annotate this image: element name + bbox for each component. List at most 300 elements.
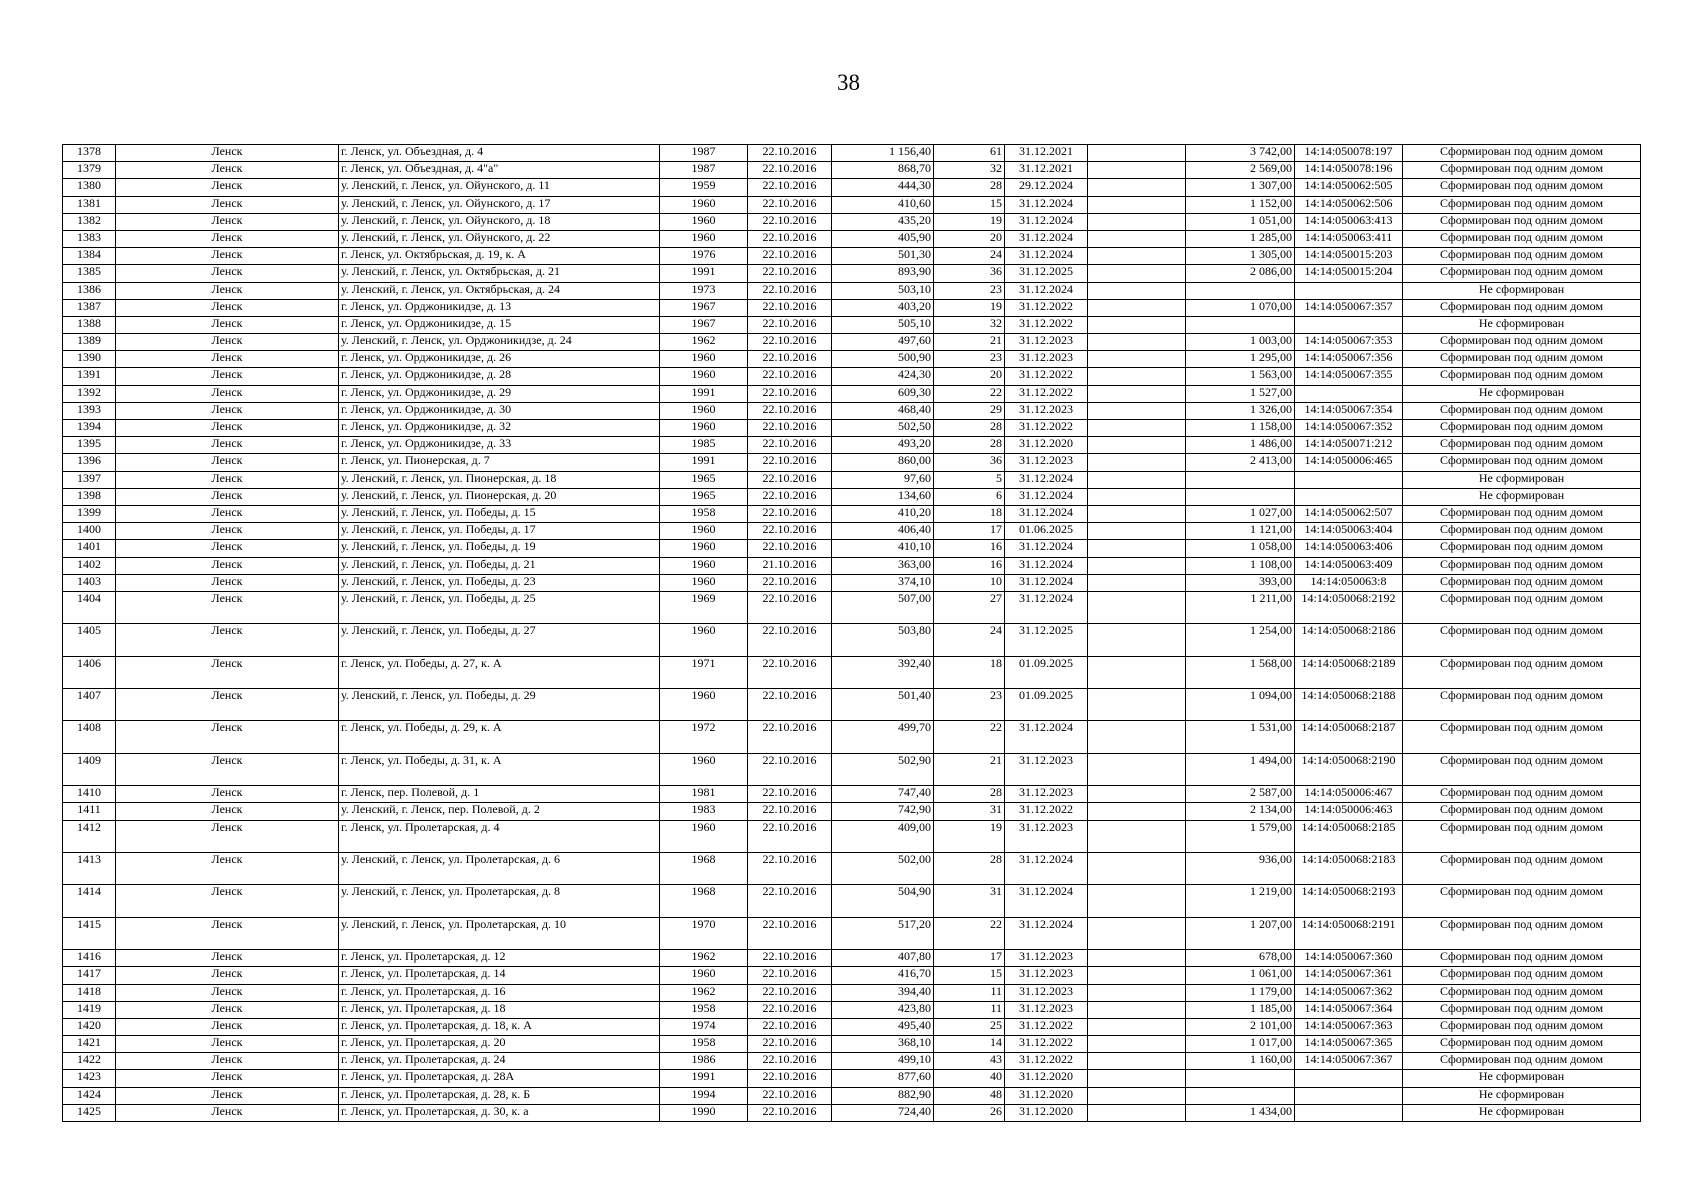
build-year-cell: 1971: [660, 656, 748, 688]
address-cell: г. Ленск, ул. Пролетарская, д. 30, к. а: [339, 1104, 660, 1121]
table-row: [63, 265, 1641, 282]
date-cell: 22.10.2016: [748, 505, 832, 522]
cadastral-number-cell: [1295, 471, 1403, 488]
land-area-cell: 1 094,00: [1186, 689, 1295, 721]
date-cell: 22.10.2016: [748, 454, 832, 471]
area-cell: 423,80: [832, 1001, 934, 1018]
table-row: [63, 656, 1641, 688]
build-year-cell: 1960: [660, 196, 748, 213]
build-year-cell: 1983: [660, 803, 748, 820]
date-cell: 22.10.2016: [748, 471, 832, 488]
empty-cell: [1088, 471, 1186, 488]
municipality-cell: Ленск: [116, 248, 339, 265]
area-cell: 747,40: [832, 786, 934, 803]
municipality-cell: Ленск: [116, 179, 339, 196]
area-cell: 468,40: [832, 402, 934, 419]
row-number: 1405: [63, 624, 116, 656]
empty-cell: [1088, 1053, 1186, 1070]
residents-cell: 36: [934, 265, 1005, 282]
cadastral-number-cell: 14:14:050067:361: [1295, 967, 1403, 984]
land-area-cell: 1 307,00: [1186, 179, 1295, 196]
municipality-cell: Ленск: [116, 852, 339, 884]
land-area-cell: [1186, 316, 1295, 333]
build-year-cell: 1960: [660, 967, 748, 984]
empty-cell: [1088, 885, 1186, 917]
land-area-cell: 1 211,00: [1186, 591, 1295, 623]
residents-cell: 24: [934, 624, 1005, 656]
municipality-cell: Ленск: [116, 984, 339, 1001]
address-cell: у. Ленский, г. Ленск, пер. Полевой, д. 2: [339, 803, 660, 820]
table-row: [63, 984, 1641, 1001]
build-year-cell: 1987: [660, 162, 748, 179]
address-cell: у. Ленский, г. Ленск, ул. Победы, д. 17: [339, 523, 660, 540]
municipality-cell: Ленск: [116, 162, 339, 179]
page-number: 38: [837, 70, 860, 95]
residents-cell: 28: [934, 852, 1005, 884]
status-cell: Сформирован под одним домом: [1403, 334, 1641, 351]
row-number: 1395: [63, 437, 116, 454]
empty-cell: [1088, 820, 1186, 852]
land-area-cell: 1 219,00: [1186, 885, 1295, 917]
land-area-cell: 1 326,00: [1186, 402, 1295, 419]
area-cell: 501,30: [832, 248, 934, 265]
plan-date-cell: 01.06.2025: [1005, 523, 1088, 540]
status-cell: Сформирован под одним домом: [1403, 162, 1641, 179]
municipality-cell: Ленск: [116, 402, 339, 419]
plan-date-cell: 31.12.2022: [1005, 299, 1088, 316]
address-cell: у. Ленский, г. Ленск, ул. Пролетарская, д. 10: [339, 917, 660, 949]
table-row: [63, 471, 1641, 488]
area-cell: 499,70: [832, 721, 934, 753]
table-row: [63, 523, 1641, 540]
row-number: 1400: [63, 523, 116, 540]
date-cell: 22.10.2016: [748, 885, 832, 917]
municipality-cell: Ленск: [116, 557, 339, 574]
row-number: 1424: [63, 1087, 116, 1104]
plan-date-cell: 31.12.2025: [1005, 265, 1088, 282]
status-cell: Сформирован под одним домом: [1403, 656, 1641, 688]
land-area-cell: 1 179,00: [1186, 984, 1295, 1001]
build-year-cell: 1972: [660, 721, 748, 753]
address-cell: г. Ленск, ул. Пролетарская, д. 20: [339, 1036, 660, 1053]
address-cell: г. Ленск, ул. Пролетарская, д. 14: [339, 967, 660, 984]
plan-date-cell: 31.12.2021: [1005, 162, 1088, 179]
residents-cell: 26: [934, 1104, 1005, 1121]
row-number: 1379: [63, 162, 116, 179]
row-number: 1421: [63, 1036, 116, 1053]
table-row: [63, 282, 1641, 299]
cadastral-number-cell: 14:14:050078:197: [1295, 145, 1403, 162]
land-area-cell: 1 207,00: [1186, 917, 1295, 949]
address-cell: г. Ленск, ул. Пролетарская, д. 4: [339, 820, 660, 852]
address-cell: г. Ленск, ул. Октябрьская, д. 19, к. А: [339, 248, 660, 265]
build-year-cell: 1994: [660, 1087, 748, 1104]
status-cell: Сформирован под одним домом: [1403, 852, 1641, 884]
date-cell: 22.10.2016: [748, 786, 832, 803]
municipality-cell: Ленск: [116, 230, 339, 247]
land-area-cell: 936,00: [1186, 852, 1295, 884]
plan-date-cell: 31.12.2023: [1005, 967, 1088, 984]
build-year-cell: 1987: [660, 145, 748, 162]
date-cell: 22.10.2016: [748, 624, 832, 656]
row-number: 1393: [63, 402, 116, 419]
empty-cell: [1088, 786, 1186, 803]
empty-cell: [1088, 523, 1186, 540]
municipality-cell: Ленск: [116, 1053, 339, 1070]
area-cell: 497,60: [832, 334, 934, 351]
land-area-cell: 2 413,00: [1186, 454, 1295, 471]
cadastral-number-cell: 14:14:050068:2192: [1295, 591, 1403, 623]
status-cell: Сформирован под одним домом: [1403, 351, 1641, 368]
cadastral-number-cell: 14:14:050063:406: [1295, 540, 1403, 557]
build-year-cell: 1991: [660, 265, 748, 282]
cadastral-number-cell: 14:14:050067:362: [1295, 984, 1403, 1001]
plan-date-cell: 31.12.2022: [1005, 420, 1088, 437]
table-row: [63, 248, 1641, 265]
area-cell: 406,40: [832, 523, 934, 540]
row-number: 1420: [63, 1018, 116, 1035]
status-cell: Сформирован под одним домом: [1403, 1001, 1641, 1018]
date-cell: 22.10.2016: [748, 950, 832, 967]
build-year-cell: 1976: [660, 248, 748, 265]
status-cell: Сформирован под одним домом: [1403, 420, 1641, 437]
date-cell: 22.10.2016: [748, 230, 832, 247]
empty-cell: [1088, 316, 1186, 333]
plan-date-cell: 31.12.2023: [1005, 820, 1088, 852]
date-cell: 22.10.2016: [748, 351, 832, 368]
area-cell: 444,30: [832, 179, 934, 196]
land-area-cell: 1 003,00: [1186, 334, 1295, 351]
row-number: 1414: [63, 885, 116, 917]
table-row: [63, 1070, 1641, 1087]
row-number: 1384: [63, 248, 116, 265]
address-cell: г. Ленск, ул. Орджоникидзе, д. 32: [339, 420, 660, 437]
table-row: [63, 540, 1641, 557]
build-year-cell: 1959: [660, 179, 748, 196]
status-cell: Сформирован под одним домом: [1403, 145, 1641, 162]
land-area-cell: 1 108,00: [1186, 557, 1295, 574]
row-number: 1423: [63, 1070, 116, 1087]
status-cell: Сформирован под одним домом: [1403, 454, 1641, 471]
cadastral-number-cell: 14:14:050078:196: [1295, 162, 1403, 179]
status-cell: Не сформирован: [1403, 1070, 1641, 1087]
housing-registry-table: [62, 144, 1641, 1122]
plan-date-cell: 31.12.2024: [1005, 574, 1088, 591]
date-cell: 22.10.2016: [748, 820, 832, 852]
date-cell: 22.10.2016: [748, 402, 832, 419]
municipality-cell: Ленск: [116, 437, 339, 454]
status-cell: Сформирован под одним домом: [1403, 402, 1641, 419]
address-cell: у. Ленский, г. Ленск, ул. Октябрьская, д. 24: [339, 282, 660, 299]
address-cell: у. Ленский, г. Ленск, ул. Пионерская, д. 20: [339, 488, 660, 505]
cadastral-number-cell: 14:14:050067:355: [1295, 368, 1403, 385]
row-number: 1413: [63, 852, 116, 884]
residents-cell: 16: [934, 557, 1005, 574]
empty-cell: [1088, 1070, 1186, 1087]
empty-cell: [1088, 656, 1186, 688]
row-number: 1382: [63, 213, 116, 230]
residents-cell: 22: [934, 917, 1005, 949]
table-row: [63, 950, 1641, 967]
area-cell: 517,20: [832, 917, 934, 949]
address-cell: г. Ленск, ул. Пролетарская, д. 28, к. Б: [339, 1087, 660, 1104]
status-cell: Сформирован под одним домом: [1403, 950, 1641, 967]
empty-cell: [1088, 753, 1186, 785]
date-cell: 22.10.2016: [748, 299, 832, 316]
municipality-cell: Ленск: [116, 282, 339, 299]
plan-date-cell: 31.12.2024: [1005, 230, 1088, 247]
plan-date-cell: 01.09.2025: [1005, 656, 1088, 688]
area-cell: 499,10: [832, 1053, 934, 1070]
cadastral-number-cell: 14:14:050067:364: [1295, 1001, 1403, 1018]
plan-date-cell: 31.12.2024: [1005, 917, 1088, 949]
build-year-cell: 1958: [660, 1036, 748, 1053]
cadastral-number-cell: 14:14:050068:2189: [1295, 656, 1403, 688]
residents-cell: 25: [934, 1018, 1005, 1035]
date-cell: 22.10.2016: [748, 852, 832, 884]
row-number: 1408: [63, 721, 116, 753]
status-cell: Сформирован под одним домом: [1403, 786, 1641, 803]
plan-date-cell: 29.12.2024: [1005, 179, 1088, 196]
area-cell: 403,20: [832, 299, 934, 316]
row-number: 1391: [63, 368, 116, 385]
cadastral-number-cell: 14:14:050006:463: [1295, 803, 1403, 820]
empty-cell: [1088, 179, 1186, 196]
address-cell: у. Ленский, г. Ленск, ул. Ойунского, д. 17: [339, 196, 660, 213]
build-year-cell: 1960: [660, 230, 748, 247]
row-number: 1397: [63, 471, 116, 488]
address-cell: г. Ленск, ул. Пролетарская, д. 28А: [339, 1070, 660, 1087]
date-cell: 22.10.2016: [748, 282, 832, 299]
plan-date-cell: 31.12.2024: [1005, 248, 1088, 265]
empty-cell: [1088, 213, 1186, 230]
municipality-cell: Ленск: [116, 334, 339, 351]
area-cell: 435,20: [832, 213, 934, 230]
address-cell: у. Ленский, г. Ленск, ул. Пионерская, д. 18: [339, 471, 660, 488]
status-cell: Не сформирован: [1403, 316, 1641, 333]
date-cell: 22.10.2016: [748, 196, 832, 213]
cadastral-number-cell: [1295, 1104, 1403, 1121]
area-cell: 502,50: [832, 420, 934, 437]
residents-cell: 15: [934, 196, 1005, 213]
address-cell: у. Ленский, г. Ленск, ул. Ойунского, д. 22: [339, 230, 660, 247]
land-area-cell: 2 086,00: [1186, 265, 1295, 282]
residents-cell: 11: [934, 1001, 1005, 1018]
plan-date-cell: 31.12.2023: [1005, 984, 1088, 1001]
residents-cell: 31: [934, 885, 1005, 917]
table-row: [63, 885, 1641, 917]
municipality-cell: Ленск: [116, 454, 339, 471]
address-cell: г. Ленск, ул. Победы, д. 29, к. А: [339, 721, 660, 753]
municipality-cell: Ленск: [116, 753, 339, 785]
area-cell: 500,90: [832, 351, 934, 368]
land-area-cell: 1 568,00: [1186, 656, 1295, 688]
table-row: [63, 299, 1641, 316]
residents-cell: 23: [934, 351, 1005, 368]
status-cell: Сформирован под одним домом: [1403, 230, 1641, 247]
build-year-cell: 1960: [660, 574, 748, 591]
empty-cell: [1088, 574, 1186, 591]
land-area-cell: 1 254,00: [1186, 624, 1295, 656]
residents-cell: 28: [934, 179, 1005, 196]
date-cell: 22.10.2016: [748, 689, 832, 721]
status-cell: Сформирован под одним домом: [1403, 213, 1641, 230]
cadastral-number-cell: 14:14:050063:8: [1295, 574, 1403, 591]
plan-date-cell: 31.12.2022: [1005, 1036, 1088, 1053]
residents-cell: 27: [934, 591, 1005, 623]
cadastral-number-cell: 14:14:050068:2188: [1295, 689, 1403, 721]
cadastral-number-cell: 14:14:050015:203: [1295, 248, 1403, 265]
land-area-cell: [1186, 1070, 1295, 1087]
row-number: 1409: [63, 753, 116, 785]
empty-cell: [1088, 368, 1186, 385]
cadastral-number-cell: 14:14:050063:404: [1295, 523, 1403, 540]
empty-cell: [1088, 162, 1186, 179]
plan-date-cell: 31.12.2023: [1005, 786, 1088, 803]
date-cell: 21.10.2016: [748, 557, 832, 574]
municipality-cell: Ленск: [116, 1104, 339, 1121]
cadastral-number-cell: 14:14:050068:2193: [1295, 885, 1403, 917]
plan-date-cell: 31.12.2020: [1005, 1104, 1088, 1121]
date-cell: 22.10.2016: [748, 179, 832, 196]
table-row: [63, 689, 1641, 721]
row-number: 1380: [63, 179, 116, 196]
area-cell: 493,20: [832, 437, 934, 454]
build-year-cell: 1990: [660, 1104, 748, 1121]
plan-date-cell: 31.12.2021: [1005, 145, 1088, 162]
land-area-cell: 1 295,00: [1186, 351, 1295, 368]
date-cell: 22.10.2016: [748, 1036, 832, 1053]
area-cell: 868,70: [832, 162, 934, 179]
row-number: 1412: [63, 820, 116, 852]
residents-cell: 21: [934, 753, 1005, 785]
status-cell: Сформирован под одним домом: [1403, 196, 1641, 213]
area-cell: 409,00: [832, 820, 934, 852]
area-cell: 503,80: [832, 624, 934, 656]
status-cell: Сформирован под одним домом: [1403, 803, 1641, 820]
row-number: 1407: [63, 689, 116, 721]
build-year-cell: 1960: [660, 540, 748, 557]
cadastral-number-cell: 14:14:050067:363: [1295, 1018, 1403, 1035]
plan-date-cell: 31.12.2024: [1005, 852, 1088, 884]
build-year-cell: 1960: [660, 368, 748, 385]
table-row: [63, 1036, 1641, 1053]
plan-date-cell: 31.12.2024: [1005, 282, 1088, 299]
table-row: [63, 753, 1641, 785]
area-cell: 410,60: [832, 196, 934, 213]
date-cell: 22.10.2016: [748, 316, 832, 333]
residents-cell: 19: [934, 213, 1005, 230]
area-cell: 374,10: [832, 574, 934, 591]
empty-cell: [1088, 282, 1186, 299]
status-cell: Сформирован под одним домом: [1403, 523, 1641, 540]
plan-date-cell: 31.12.2024: [1005, 471, 1088, 488]
address-cell: г. Ленск, ул. Орджоникидзе, д. 33: [339, 437, 660, 454]
area-cell: 368,10: [832, 1036, 934, 1053]
row-number: 1411: [63, 803, 116, 820]
table-row: [63, 852, 1641, 884]
area-cell: 134,60: [832, 488, 934, 505]
status-cell: Сформирован под одним домом: [1403, 753, 1641, 785]
land-area-cell: 678,00: [1186, 950, 1295, 967]
status-cell: Сформирован под одним домом: [1403, 689, 1641, 721]
plan-date-cell: 31.12.2020: [1005, 437, 1088, 454]
area-cell: 97,60: [832, 471, 934, 488]
build-year-cell: 1960: [660, 351, 748, 368]
table-row: [63, 213, 1641, 230]
build-year-cell: 1974: [660, 1018, 748, 1035]
status-cell: Сформирован под одним домом: [1403, 591, 1641, 623]
cadastral-number-cell: 14:14:050067:360: [1295, 950, 1403, 967]
cadastral-number-cell: 14:14:050068:2191: [1295, 917, 1403, 949]
build-year-cell: 1967: [660, 316, 748, 333]
municipality-cell: Ленск: [116, 967, 339, 984]
row-number: 1383: [63, 230, 116, 247]
plan-date-cell: 31.12.2024: [1005, 196, 1088, 213]
land-area-cell: 1 058,00: [1186, 540, 1295, 557]
cadastral-number-cell: [1295, 385, 1403, 402]
build-year-cell: 1960: [660, 523, 748, 540]
cadastral-number-cell: 14:14:050068:2186: [1295, 624, 1403, 656]
residents-cell: 31: [934, 803, 1005, 820]
residents-cell: 23: [934, 282, 1005, 299]
empty-cell: [1088, 1104, 1186, 1121]
area-cell: 724,40: [832, 1104, 934, 1121]
build-year-cell: 1960: [660, 420, 748, 437]
cadastral-number-cell: [1295, 282, 1403, 299]
date-cell: 22.10.2016: [748, 1053, 832, 1070]
plan-date-cell: 31.12.2022: [1005, 368, 1088, 385]
table-row: [63, 624, 1641, 656]
land-area-cell: 2 587,00: [1186, 786, 1295, 803]
area-cell: 609,30: [832, 385, 934, 402]
build-year-cell: 1967: [660, 299, 748, 316]
row-number: 1378: [63, 145, 116, 162]
area-cell: 407,80: [832, 950, 934, 967]
table-row: [63, 334, 1641, 351]
cadastral-number-cell: 14:14:050006:467: [1295, 786, 1403, 803]
table-row: [63, 351, 1641, 368]
address-cell: у. Ленский, г. Ленск, ул. Победы, д. 15: [339, 505, 660, 522]
area-cell: 501,40: [832, 689, 934, 721]
table-row: [63, 967, 1641, 984]
date-cell: 22.10.2016: [748, 420, 832, 437]
land-area-cell: 1 152,00: [1186, 196, 1295, 213]
area-cell: 392,40: [832, 656, 934, 688]
municipality-cell: Ленск: [116, 721, 339, 753]
residents-cell: 24: [934, 248, 1005, 265]
residents-cell: 14: [934, 1036, 1005, 1053]
date-cell: 22.10.2016: [748, 523, 832, 540]
build-year-cell: 1958: [660, 1001, 748, 1018]
residents-cell: 20: [934, 230, 1005, 247]
build-year-cell: 1960: [660, 557, 748, 574]
date-cell: 22.10.2016: [748, 803, 832, 820]
status-cell: Сформирован под одним домом: [1403, 265, 1641, 282]
plan-date-cell: 31.12.2022: [1005, 316, 1088, 333]
municipality-cell: Ленск: [116, 574, 339, 591]
area-cell: 410,10: [832, 540, 934, 557]
date-cell: 22.10.2016: [748, 368, 832, 385]
build-year-cell: 1960: [660, 753, 748, 785]
plan-date-cell: 31.12.2024: [1005, 488, 1088, 505]
municipality-cell: Ленск: [116, 1018, 339, 1035]
municipality-cell: Ленск: [116, 145, 339, 162]
empty-cell: [1088, 540, 1186, 557]
table-row: [63, 162, 1641, 179]
empty-cell: [1088, 334, 1186, 351]
status-cell: Не сформирован: [1403, 1087, 1641, 1104]
